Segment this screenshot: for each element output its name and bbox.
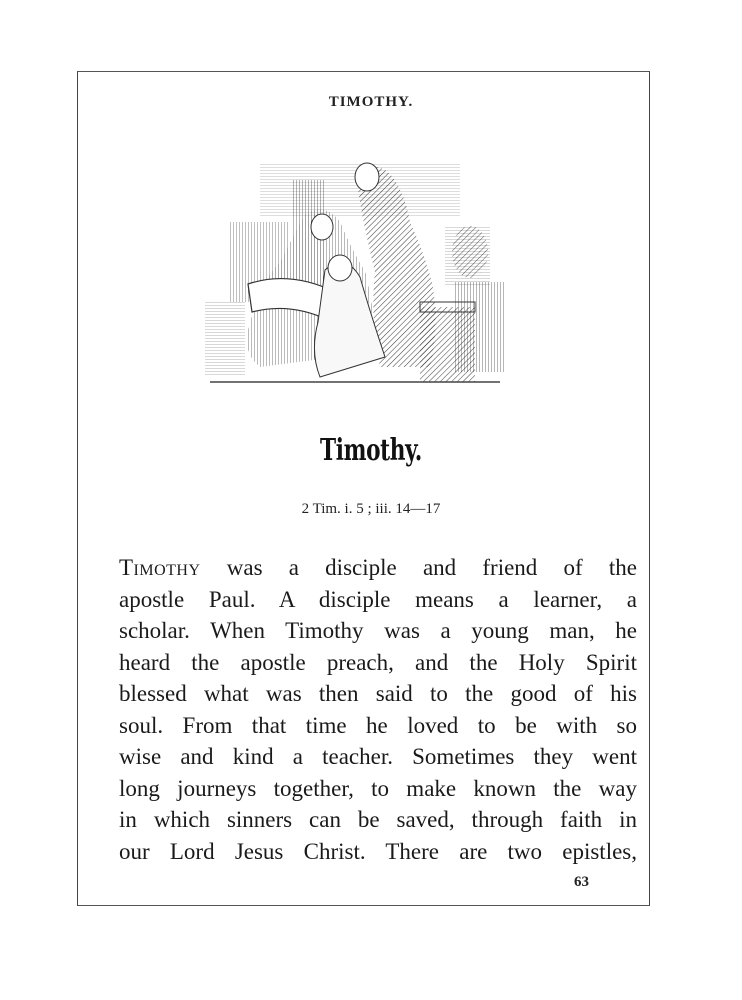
engraving-icon [200,152,518,392]
opening-word: Timothy [119,555,201,580]
scripture-reference: 2 Tim. i. 5 ; iii. 14—17 [301,501,441,517]
chapter-title: Timothy. [320,433,422,468]
body-line: blessed what was then said to the good of his [119,681,637,706]
body-line: in which sinners can be saved, through faith in [119,807,637,832]
body-line: Timothy was a disciple and friend of the [119,555,637,580]
body-text [119,552,637,867]
body-line: wise and kind a teacher. Sometimes they went [119,744,637,769]
running-head: TIMOTHY. [328,94,414,110]
body-line: scholar. When Timothy was a young man, he [119,618,637,643]
body-line: our Lord Jesus Christ. There are two epistles, [119,838,637,864]
body-line: long journeys together, to make known the way [119,775,637,801]
page-number: 63 [574,874,589,890]
body-line: soul. From that time he loved to be with so [119,712,637,738]
body-line: apostle Paul. A disciple means a learner, a [119,586,637,612]
body-line: heard the apostle preach, and the Holy Spirit [119,649,637,675]
